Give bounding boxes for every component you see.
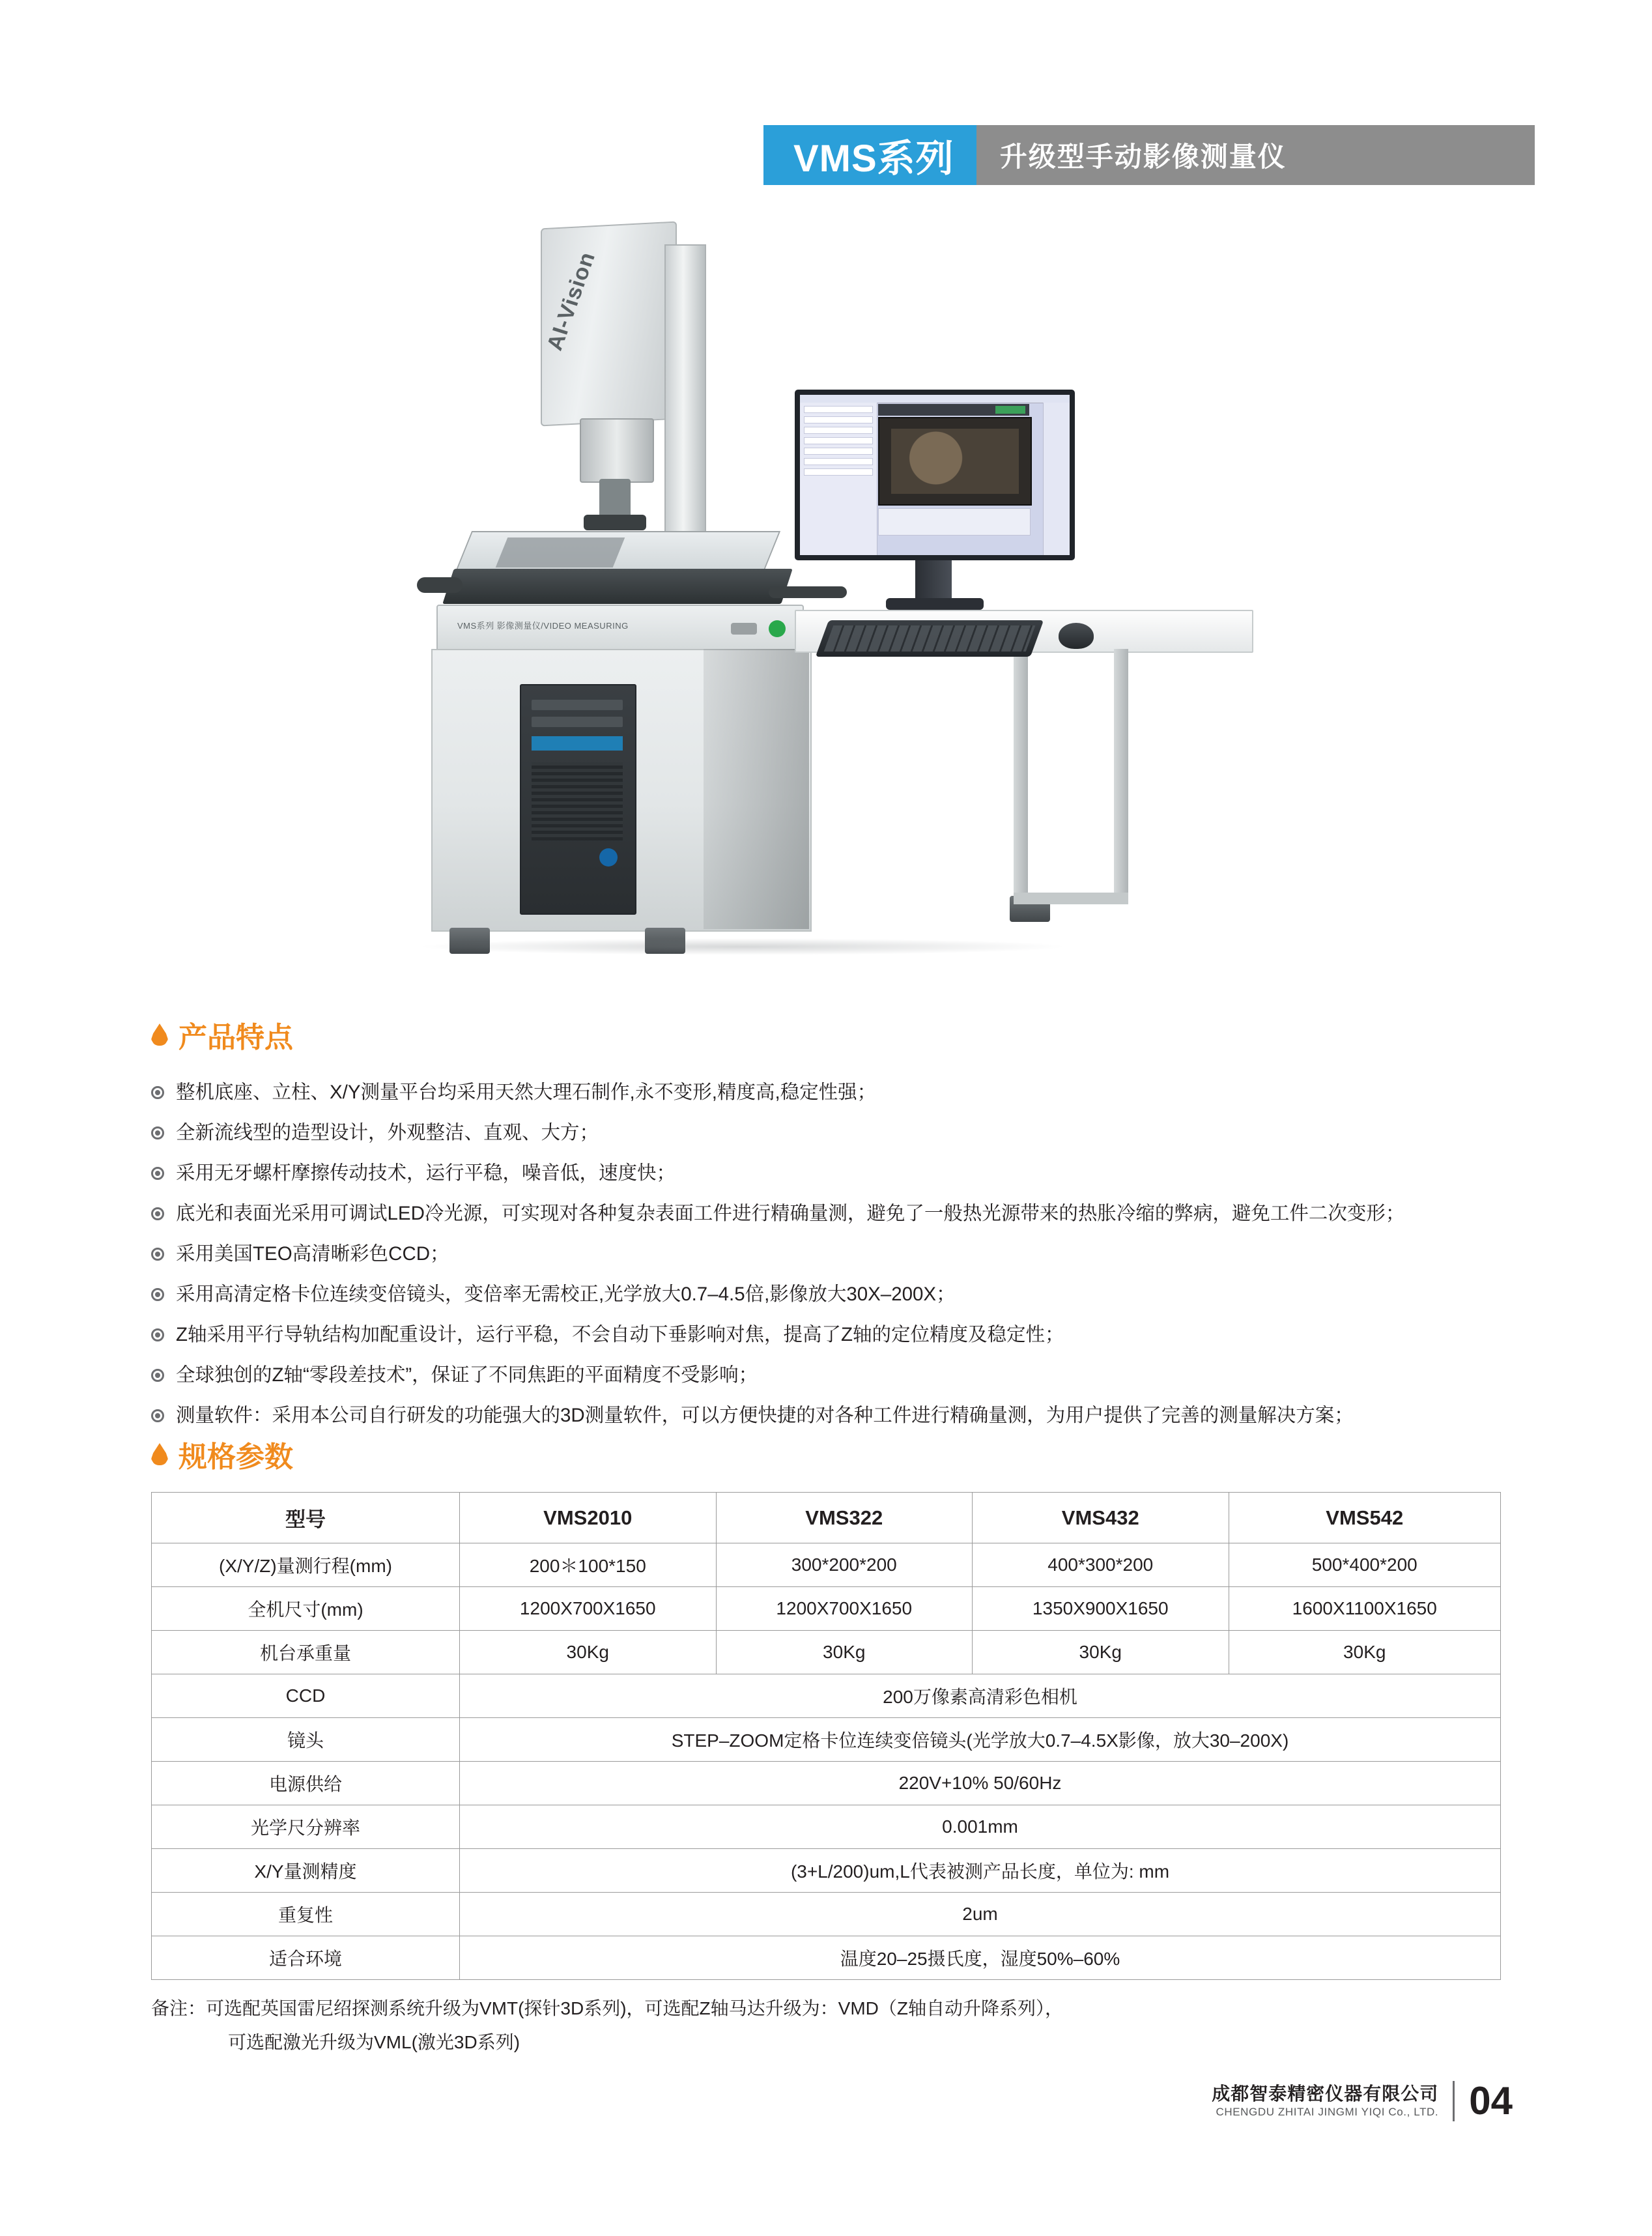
bullet-icon <box>151 1409 164 1422</box>
footer-company-en: CHENGDU ZHITAI JINGMI YIQI Co., LTD. <box>1216 2106 1439 2119</box>
specs-section-title-row <box>151 1433 1652 1475</box>
table-cell: 1200X700X1650 <box>460 1587 717 1631</box>
table-header-row <box>152 1493 1501 1543</box>
keyboard <box>816 620 1044 657</box>
feature-item <box>151 1355 1652 1396</box>
table-row <box>152 1543 1501 1587</box>
specs-note-line-1: 备注：可选配英国雷尼绍探测系统升级为VMT(探针3D系列)，可选配Z轴马达升级为：VMD（Z轴自动升降系列）， <box>151 1998 1063 2018</box>
feature-text: 全球独创的Z轴“零段差技术”，保证了不同焦距的平面精度不受影响； <box>176 1364 758 1386</box>
table-row <box>152 1805 1501 1849</box>
table-cell: 1200X700X1650 <box>716 1587 973 1631</box>
feature-text: 采用无牙螺杆摩擦传动技术，运行平稳，噪音低，速度快； <box>176 1162 676 1184</box>
tower-power-icon <box>599 848 618 867</box>
table-cell: 温度20–25摄氏度，湿度50%–60% <box>460 1936 1501 1980</box>
table-cell: 30Kg <box>460 1631 717 1674</box>
bullet-icon <box>151 1369 164 1382</box>
software-list-item <box>804 406 873 413</box>
table-row-label: 适合环境 <box>152 1936 460 1980</box>
feature-item <box>151 1315 1652 1355</box>
brand-logo: AI-Vision <box>542 249 601 354</box>
bullet-icon <box>151 1086 164 1099</box>
drive-bay-icon <box>532 700 623 710</box>
specs-table-wrapper <box>151 1492 1501 1980</box>
table-row <box>152 1587 1501 1631</box>
monitor-stand-base <box>886 598 984 610</box>
specs-section-title: 规格参数 <box>178 1441 293 1473</box>
table-row-label: X/Y量测精度 <box>152 1849 460 1893</box>
software-status-indicator <box>995 406 1025 414</box>
bullet-icon <box>151 1126 164 1140</box>
monitor-screen <box>800 395 1070 555</box>
desk-leg-brace <box>1014 893 1128 904</box>
control-panel-label: VMS系列 影像测量仪/VIDEO MEASURING <box>457 621 629 631</box>
table-row-label: 机台承重量 <box>152 1631 460 1674</box>
desk-leg <box>1114 649 1128 903</box>
table-row <box>152 1718 1501 1762</box>
feature-item <box>151 1153 1652 1194</box>
table-cell: 220V+10% 50/60Hz <box>460 1762 1501 1805</box>
bullet-icon <box>151 1207 164 1220</box>
droplet-icon <box>151 1024 168 1046</box>
table-row <box>152 1849 1501 1893</box>
table-cell: 200＊100*150 <box>460 1543 717 1587</box>
feature-item <box>151 1396 1652 1436</box>
power-button-icon <box>769 620 786 637</box>
table-cell: 30Kg <box>716 1631 973 1674</box>
control-panel <box>436 605 804 653</box>
software-left-panel <box>800 403 877 555</box>
zoom-lens <box>599 479 631 518</box>
features-section <box>0 1014 1652 1436</box>
feature-text: 采用美国TEO高清晰彩色CCD； <box>176 1243 449 1265</box>
table-row <box>152 1762 1501 1805</box>
table-cell: 1350X900X1650 <box>973 1587 1229 1631</box>
monitor-stand-neck <box>915 560 952 599</box>
page-footer <box>0 2078 1652 2123</box>
software-list-item <box>804 416 873 423</box>
footer-divider <box>1453 2081 1455 2121</box>
specs-note <box>151 1992 1652 2059</box>
table-cell: 2um <box>460 1893 1501 1936</box>
table-header-cell: 型号 <box>152 1493 460 1543</box>
optics-neck <box>580 418 654 483</box>
software-results-panel <box>878 508 1031 536</box>
table-header-cell: VMS432 <box>973 1493 1229 1543</box>
feature-text: 测量软件：采用本公司自行研发的功能强大的3D测量软件，可以方便快捷的对各种工件进行精确量测，为用户提供了完善的测量解决方案； <box>176 1405 1354 1426</box>
feature-text: 全新流线型的造型设计，外观整洁、直观、大方； <box>176 1122 599 1143</box>
banner-series-label: VMS系列 <box>763 125 976 185</box>
tower-vent-grill <box>532 762 623 840</box>
table-row-label: (X/Y/Z)量测行程(mm) <box>152 1543 460 1587</box>
stage-knob-right <box>769 586 847 598</box>
keyboard-keys <box>824 625 1036 652</box>
control-switch-icon <box>731 623 757 635</box>
footer-company-cn: 成都智泰精密仪器有限公司 <box>1212 2084 1439 2104</box>
desk-leg <box>1014 649 1028 903</box>
table-header-cell: VMS542 <box>1229 1493 1501 1543</box>
measured-part-image <box>891 429 1019 494</box>
table-cell: 30Kg <box>973 1631 1229 1674</box>
feature-item <box>151 1072 1652 1113</box>
software-image-view <box>878 417 1032 506</box>
table-cell: 30Kg <box>1229 1631 1501 1674</box>
software-right-toolbar <box>1043 403 1070 555</box>
product-photo <box>339 208 1355 977</box>
table-row <box>152 1631 1501 1674</box>
table-row-label: 镜头 <box>152 1718 460 1762</box>
banner-subtitle-label: 升级型手动影像测量仪 <box>976 125 1535 185</box>
droplet-icon <box>151 1443 168 1465</box>
bullet-icon <box>151 1167 164 1180</box>
drive-bay-icon <box>532 717 623 727</box>
computer-tower <box>520 684 636 915</box>
table-cell: STEP–ZOOM定格卡位连续变倍镜头(光学放大0.7–4.5X影像，放大30–200X) <box>460 1718 1501 1762</box>
feature-text: 底光和表面光采用可调试LED冷光源，可实现对各种复杂表面工件进行精确量测，避免了一般热光源带来的热胀冷缩的弊病，避免工件二次变形； <box>176 1203 1405 1224</box>
table-cell: (3+L/200)um,L代表被测产品长度，单位为: mm <box>460 1849 1501 1893</box>
xy-stage-base <box>442 569 793 604</box>
feature-item <box>151 1113 1652 1153</box>
table-row-label: CCD <box>152 1674 460 1718</box>
feature-text: Z轴采用平行导轨结构加配重设计，运行平稳，不会自动下垂影响对焦，提高了Z轴的定位精度及稳定性； <box>176 1324 1064 1345</box>
features-section-title: 产品特点 <box>178 1022 293 1054</box>
features-section-title-row <box>151 1014 1652 1055</box>
page-header-banner <box>763 125 1535 185</box>
cabinet-shadow <box>704 649 809 929</box>
stage-knob-left <box>417 577 463 593</box>
software-list-item <box>804 458 873 465</box>
feature-item <box>151 1274 1652 1315</box>
bullet-icon <box>151 1288 164 1301</box>
table-row <box>152 1893 1501 1936</box>
floor-shadow <box>417 938 1068 955</box>
monitor <box>795 390 1075 560</box>
table-cell: 0.001mm <box>460 1805 1501 1849</box>
feature-text: 采用高清定格卡位连续变倍镜头，变倍率无需校正,光学放大0.7–4.5倍,影像放大30X–200X； <box>176 1283 956 1305</box>
table-cell: 200万像素高清彩色相机 <box>460 1674 1501 1718</box>
table-cell: 400*300*200 <box>973 1543 1229 1587</box>
table-row-label: 全机尺寸(mm) <box>152 1587 460 1631</box>
specs-section <box>0 1433 1652 2059</box>
feature-item <box>151 1234 1652 1274</box>
table-cell: 500*400*200 <box>1229 1543 1501 1587</box>
software-list-item <box>804 437 873 444</box>
bullet-icon <box>151 1248 164 1261</box>
specs-note-line-2: 可选配激光升级为VML(激光3D系列) <box>228 2032 520 2052</box>
software-list-item <box>804 427 873 434</box>
table-cell: 1600X1100X1650 <box>1229 1587 1501 1631</box>
led-ring-light <box>584 515 646 530</box>
footer-company <box>1212 2082 1438 2119</box>
specs-table <box>151 1492 1501 1980</box>
stage-workpiece <box>496 538 625 567</box>
table-row-label: 光学尺分辨率 <box>152 1805 460 1849</box>
table-row-label: 电源供给 <box>152 1762 460 1805</box>
feature-item <box>151 1194 1652 1234</box>
feature-text: 整机底座、立柱、X/Y测量平台均采用天然大理石制作,永不变形,精度高,稳定性强； <box>176 1082 877 1103</box>
software-list-item <box>804 448 873 455</box>
table-header-cell: VMS2010 <box>460 1493 717 1543</box>
tower-accent-strip <box>532 736 623 751</box>
table-row <box>152 1936 1501 1980</box>
features-list <box>151 1072 1652 1436</box>
table-row-label: 重复性 <box>152 1893 460 1936</box>
page-number: 04 <box>1469 2079 1513 2123</box>
measuring-head-housing <box>541 222 677 427</box>
table-header-cell: VMS322 <box>716 1493 973 1543</box>
table-row <box>152 1674 1501 1718</box>
bullet-icon <box>151 1328 164 1341</box>
mouse <box>1059 623 1094 649</box>
table-cell: 300*200*200 <box>716 1543 973 1587</box>
software-list-item <box>804 468 873 476</box>
